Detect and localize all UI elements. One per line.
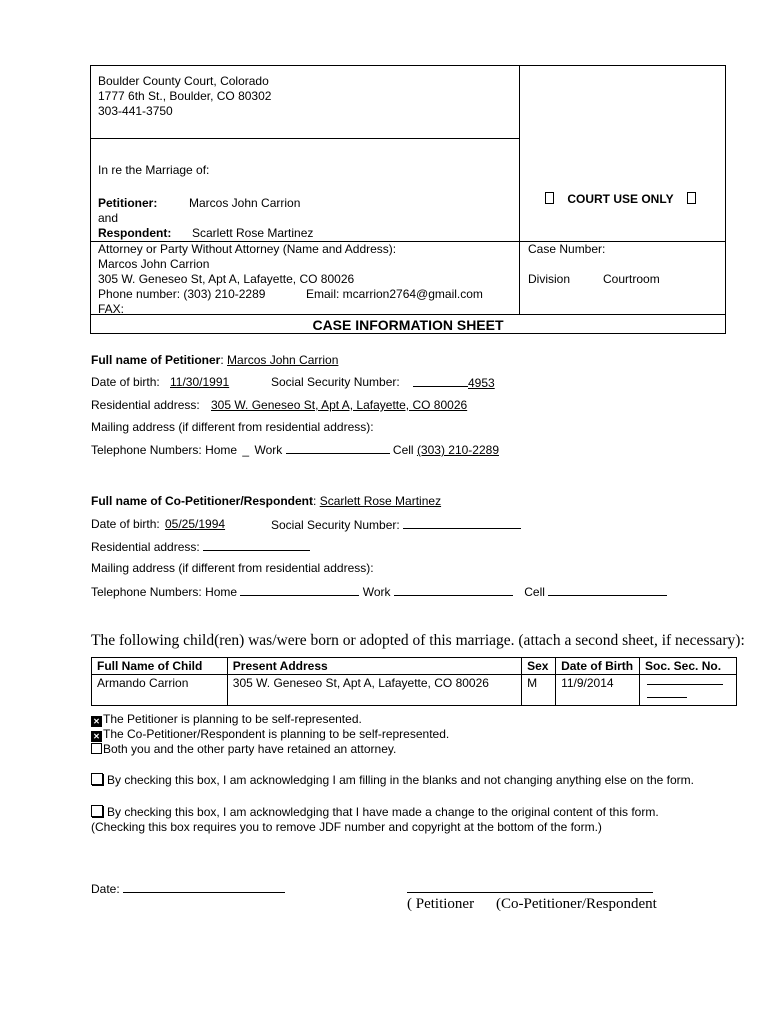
- caption-vertical-divider: [519, 65, 520, 314]
- petitioner-tel-label: Telephone Numbers: Home: [91, 443, 238, 457]
- option-2-label: The Co-Petitioner/Respondent is planning to be self-represented.: [103, 727, 450, 741]
- children-table: [91, 657, 737, 706]
- ack-2-text: By checking this box, I am acknowledging that I have made a change to the original content of this form. (Checking this box requires you to remove JDF number and copyright at the bottom of the form.): [91, 805, 659, 834]
- date-label: Date:: [91, 882, 120, 896]
- option-3-label: Both you and the other party have retained an attorney.: [103, 742, 397, 756]
- checkbox-empty-icon[interactable]: [91, 743, 102, 754]
- checkbox-checked-icon[interactable]: ✕: [91, 716, 102, 727]
- checkbox-checked-icon[interactable]: ✕: [91, 731, 102, 742]
- respondent-res-row: [91, 539, 310, 554]
- child-dob-cell: 11/9/2014: [556, 675, 640, 706]
- petitioner-res-value: 305 W. Geneseo St, Apt A, Lafayette, CO 80026: [211, 398, 468, 412]
- and-label: and: [98, 211, 119, 225]
- date-blank[interactable]: [123, 881, 285, 893]
- petitioner-fullname-row: Full name of Petitioner: Marcos John Carrion: [91, 353, 339, 367]
- petitioner-res-label: Residential address:: [91, 398, 200, 412]
- col-header-ssn: Soc. Sec. No.: [640, 658, 737, 675]
- respondent-ssn-label: Social Security Number:: [271, 518, 400, 532]
- respondent-tel-label: Telephone Numbers: Home: [91, 585, 238, 599]
- attorney-name: Marcos John Carrion: [98, 257, 210, 271]
- court-use-only-label: COURT USE ONLY: [567, 192, 674, 206]
- petitioner-cell-label: Cell: [392, 443, 414, 457]
- child-ssn-cell: [640, 675, 737, 706]
- signature-line[interactable]: [407, 892, 653, 893]
- signature-petitioner: ( Petitioner: [407, 896, 475, 912]
- respondent-label: Respondent:: [98, 226, 172, 240]
- in-re-label: In re the Marriage of:: [98, 163, 210, 177]
- petitioner-ssn-field: [413, 375, 495, 390]
- respondent-res-blank: [203, 539, 310, 551]
- child-sex-cell: M: [522, 675, 556, 706]
- checkbox-empty-icon[interactable]: [91, 805, 103, 817]
- col-header-child-name: Full Name of Child: [92, 658, 228, 675]
- option-1-label: The Petitioner is planning to be self-represented.: [103, 712, 362, 726]
- court-divider: [90, 138, 520, 139]
- respondent-res-label: Residential address:: [91, 540, 200, 554]
- petitioner-home-value: _: [242, 443, 250, 457]
- courtroom-label: Courtroom: [603, 272, 660, 286]
- respondent-work-blank: [394, 584, 513, 596]
- attorney-fax: FAX:: [98, 302, 125, 316]
- respondent-fullname-label: Full name of Co-Petitioner/Respondent: [91, 494, 314, 508]
- attorney-heading: Attorney or Party Without Attorney (Name and Address):: [98, 242, 397, 256]
- respondent-ssn-blank: [403, 517, 521, 529]
- respondent-fullname-row: Full name of Co-Petitioner/Respondent: Scarlett Rose Martinez: [91, 494, 442, 508]
- respondent-work-label: Work: [362, 585, 391, 599]
- representation-option-2[interactable]: [91, 727, 449, 742]
- respondent-dob-value: 05/25/1994: [165, 517, 226, 531]
- respondent-dob-label: Date of birth:: [91, 517, 160, 531]
- table-row: [92, 675, 737, 706]
- respondent-ssn-row: [271, 517, 521, 532]
- checkbox-empty-icon[interactable]: [91, 773, 103, 785]
- petitioner-label: Petitioner:: [98, 196, 158, 210]
- petitioner-dob-label: Date of birth:: [91, 375, 160, 389]
- petitioner-cell-value: (303) 210-2289: [416, 443, 499, 457]
- child-address-cell: 305 W. Geneseo St, Apt A, Lafayette, CO 80026: [227, 675, 521, 706]
- petitioner-name: Marcos John Carrion: [189, 196, 301, 210]
- placeholder-glyph-icon: [545, 192, 554, 204]
- children-intro: The following child(ren) was/were born or adopted of this marriage. (attach a second sheet, if necessary):: [91, 632, 745, 649]
- col-header-dob: Date of Birth: [556, 658, 640, 675]
- respondent-home-blank: [240, 584, 359, 596]
- court-use-only: [545, 192, 696, 206]
- signature-copetitioner: (Co-Petitioner/Respondent: [496, 896, 657, 912]
- petitioner-ssn-value: 4953: [468, 376, 495, 390]
- title-divider: [90, 314, 726, 315]
- placeholder-glyph-icon: [687, 192, 696, 204]
- representation-option-3[interactable]: [91, 742, 396, 756]
- petitioner-ssn-label: Social Security Number:: [271, 375, 400, 389]
- petitioner-work-label: Work: [254, 443, 283, 457]
- representation-option-1[interactable]: [91, 712, 362, 727]
- ssn-blank-line: [647, 685, 687, 698]
- attorney-email: Email: mcarrion2764@gmail.com: [306, 287, 483, 301]
- ssn-blank-line: [647, 676, 723, 685]
- attorney-address: 305 W. Geneseo St, Apt A, Lafayette, CO 80026: [98, 272, 355, 286]
- petitioner-mail-label: Mailing address (if different from residential address):: [91, 420, 374, 434]
- petitioner-tel-row: [91, 442, 499, 457]
- children-table-header: [92, 658, 737, 675]
- respondent-mail-label: Mailing address (if different from residential address):: [91, 561, 374, 575]
- sheet-title: CASE INFORMATION SHEET: [312, 317, 504, 333]
- ssn-blank: [413, 375, 468, 387]
- court-address: 1777 6th St., Boulder, CO 80302: [98, 89, 272, 103]
- court-name: Boulder County Court, Colorado: [98, 74, 269, 88]
- division-label: Division: [528, 272, 571, 286]
- petitioner-fullname-label: Full name of Petitioner: [91, 353, 221, 367]
- respondent-cell-label: Cell: [524, 585, 545, 599]
- petitioner-fullname-value: Marcos John Carrion: [227, 353, 339, 367]
- ack-1-text: By checking this box, I am acknowledging I am filling in the blanks and not changing anything else on the form.: [107, 773, 695, 787]
- respondent-tel-row: [91, 584, 667, 599]
- court-phone: 303-441-3750: [98, 104, 173, 118]
- col-header-sex: Sex: [522, 658, 556, 675]
- child-name-cell: Armando Carrion: [92, 675, 228, 706]
- petitioner-work-blank: [286, 442, 390, 454]
- attorney-phone: Phone number: (303) 210-2289: [98, 287, 266, 301]
- case-number-label: Case Number:: [528, 242, 606, 256]
- respondent-cell-blank: [548, 584, 667, 596]
- col-header-address: Present Address: [227, 658, 521, 675]
- date-row: [91, 881, 285, 896]
- ack-2[interactable]: [91, 805, 711, 835]
- respondent-name: Scarlett Rose Martinez: [192, 226, 314, 240]
- petitioner-dob-value: 11/30/1991: [170, 375, 230, 389]
- ack-1[interactable]: [91, 773, 711, 788]
- respondent-fullname-value: Scarlett Rose Martinez: [319, 494, 442, 508]
